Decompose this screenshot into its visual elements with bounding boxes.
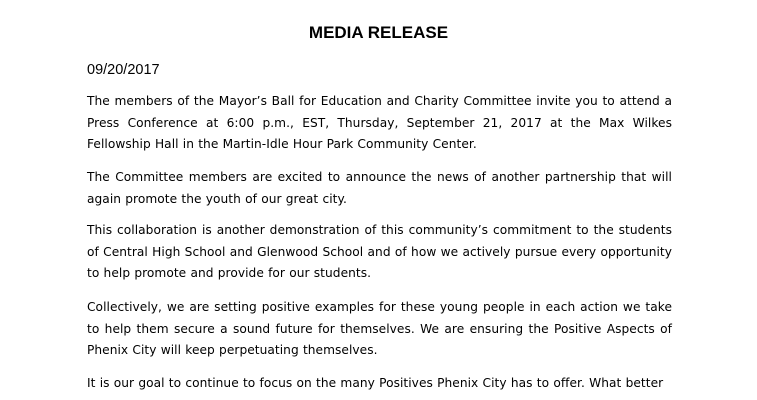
paragraph-collectively: Collectively, we are setting positive examples for these young people in each action we take to help them secure a sound future for themselves. We are ensuring the Positive Aspects of Phenix City will keep perpetuating themselves. — [87, 300, 672, 357]
paragraph-collaboration: This collaboration is another demonstration of this community’s commitment to the students of Central High School and Glenwood School and of how we actively pursue every opportunity to help promote and provide for our students. — [87, 223, 672, 280]
document-title: MEDIA RELEASE — [308, 23, 449, 42]
release-date: 09/20/2017 — [87, 62, 160, 78]
paragraph-partnership: The Committee members are excited to announce the news of another partnership that will again promote the youth of our great city. — [87, 170, 672, 206]
paragraph-goal: It is our goal to continue to focus on the many Positives Phenix City has to offer. What better — [87, 376, 664, 390]
paragraph-invitation: The members of the Mayor’s Ball for Education and Charity Committee invite you to attend a Press Conference at 6:00 p.m., EST, Thursday, September 21, 2017 at the Max Wilkes Fellowship Hall in the Martin-Idle Hour Park Community Center. — [87, 94, 672, 151]
